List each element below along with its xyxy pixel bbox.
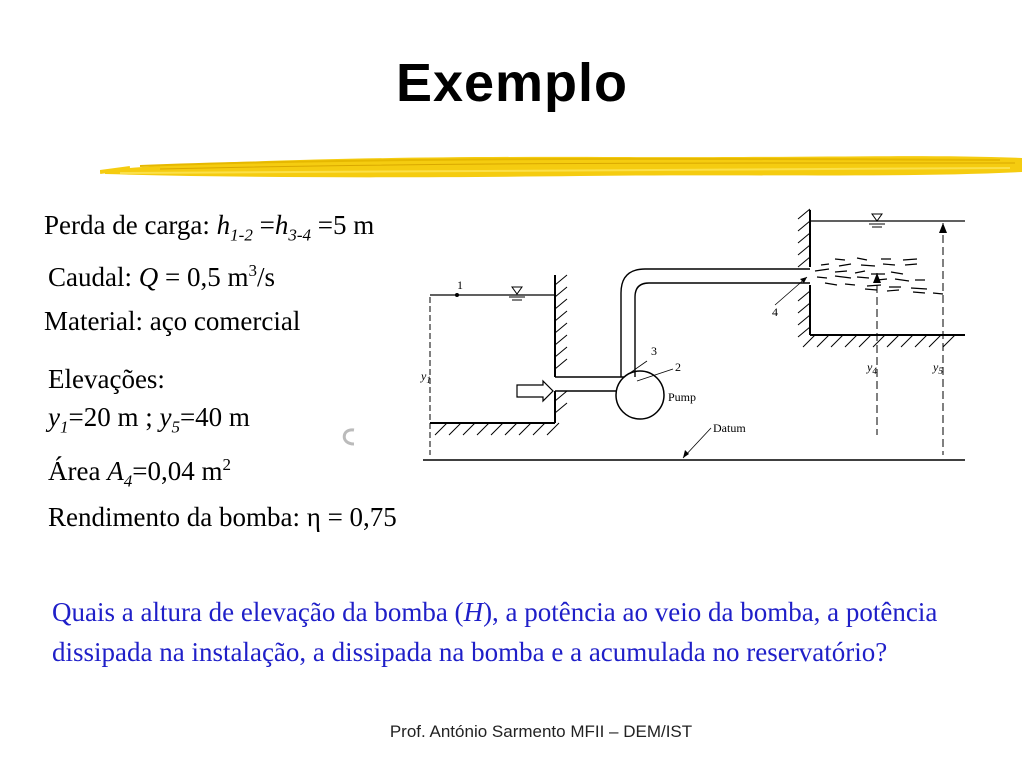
- title-highlight-stroke: [100, 148, 1024, 188]
- elevations-label: Elevações:: [48, 364, 165, 394]
- area-line: [48, 456, 231, 489]
- head-loss-subscript-2: 3-4: [288, 225, 311, 245]
- head-loss-value: =5 m: [311, 210, 375, 240]
- efficiency-symbol: η: [306, 502, 321, 532]
- y1-value: =20 m ;: [68, 402, 160, 432]
- pump-casing: [616, 371, 664, 419]
- area-label: Área: [48, 456, 108, 486]
- label-point-2: 2: [675, 360, 681, 374]
- head-loss-equals-1: =: [252, 210, 275, 240]
- question-part-1: Quais a altura de elevação da bomba (: [52, 597, 464, 627]
- y5-subscript: 5: [171, 417, 180, 437]
- footer-credit: Prof. António Sarmento MFII – DEM/IST: [389, 722, 693, 741]
- label-y1: $y_1$: [421, 369, 431, 385]
- elevations-values: [48, 404, 250, 435]
- head-loss-label: Perda de carga:: [44, 210, 210, 240]
- upper-reservoir: [798, 209, 965, 347]
- y5-symbol: y: [159, 402, 172, 432]
- question-text: [52, 592, 1002, 672]
- slide-title: Exemplo: [395, 53, 629, 113]
- label-y5: $y_5$: [933, 360, 943, 376]
- flow-label: Caudal:: [48, 262, 139, 292]
- area-value: =0,04 m: [132, 456, 223, 486]
- label-datum: Datum: [713, 421, 746, 435]
- flow-unit: /s: [256, 262, 275, 292]
- y1-symbol: y: [48, 402, 60, 432]
- efficiency-value: = 0,75: [320, 502, 397, 532]
- y5-value: =40 m: [179, 402, 250, 432]
- material-line: Material: aço comercial: [44, 306, 301, 336]
- question-part-2: ), a potência ao veio da bomba, a potência dissipada na instalação, a dissipada na bomba e a acumulada no reservatório?: [52, 597, 938, 667]
- lower-reservoir: [430, 275, 567, 435]
- head-loss-symbol-1: h: [216, 210, 231, 240]
- head-loss-subscript-1: 1-2: [230, 225, 253, 245]
- area-exponent: 2: [222, 455, 231, 474]
- label-point-4: 4: [772, 305, 778, 319]
- flow-symbol: Q: [138, 262, 159, 292]
- pump-system-diagram: [405, 205, 975, 470]
- question-symbol-h: H: [463, 597, 484, 627]
- efficiency-label: Rendimento da bomba:: [48, 502, 307, 532]
- head-loss-line: [44, 212, 374, 243]
- stray-mark: [336, 424, 360, 452]
- efficiency-line: [48, 504, 397, 531]
- flow-exponent: 3: [248, 261, 257, 280]
- area-symbol: A: [107, 456, 124, 486]
- flow-line: [48, 262, 275, 291]
- head-loss-symbol-2: h: [274, 210, 289, 240]
- area-subscript: 4: [123, 471, 133, 491]
- discharge-jet: [815, 258, 943, 294]
- label-y4: $y_4$: [867, 360, 877, 376]
- label-point-3: 3: [651, 344, 657, 358]
- y1-subscript: 1: [59, 417, 69, 437]
- label-point-1: 1: [457, 278, 463, 292]
- label-pump: Pump: [668, 390, 697, 404]
- flow-value: = 0,5 m: [158, 262, 249, 292]
